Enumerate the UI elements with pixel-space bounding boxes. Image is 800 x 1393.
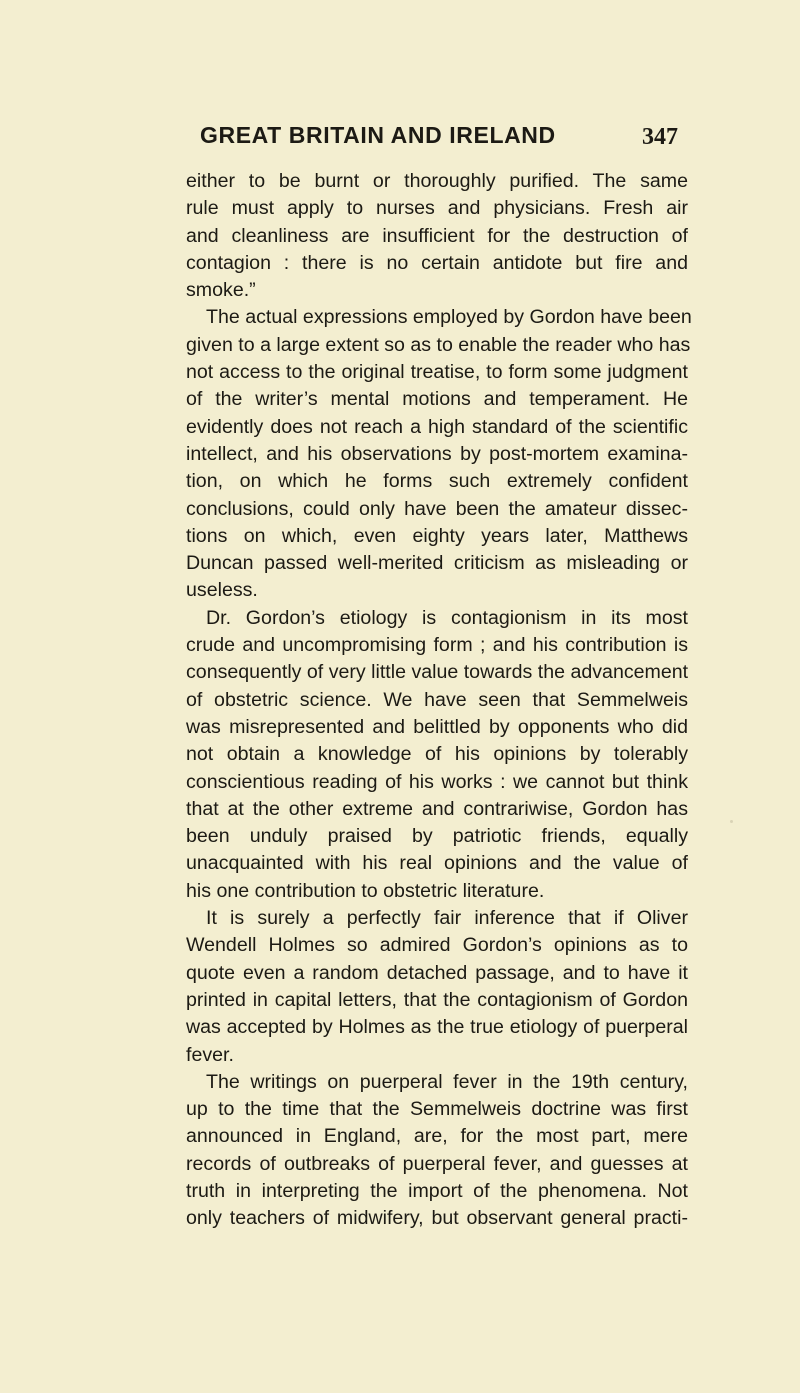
text-line: conclusions, could only have been the amateur dissec- (186, 497, 688, 520)
text-line: rule must apply to nurses and physicians. Fresh air (186, 197, 688, 220)
body-text (186, 168, 692, 1233)
text-line: quote even a random detached passage, and to have it (186, 961, 688, 984)
running-title: GREAT BRITAIN AND IRELAND (200, 122, 556, 148)
text-line: been unduly praised by patriotic friends, equally (186, 825, 688, 848)
text-line: useless. (186, 579, 258, 602)
page-number: 347 (642, 124, 678, 150)
text-line: not access to the original treatise, to form some judgment (186, 361, 688, 384)
text-line: fever. (186, 1043, 234, 1066)
text-line: and cleanliness are insufficient for the destruction of (186, 224, 688, 247)
text-line: conscientious reading of his works : we cannot but think (186, 770, 688, 793)
text-line: crude and uncompromising form ; and his contribution is (186, 634, 688, 657)
text-line: his one contribution to obstetric literature. (186, 879, 545, 902)
text-line: either to be burnt or thoroughly purified. The same (186, 170, 688, 192)
text-line: was accepted by Holmes as the true etiology of puerperal (186, 1016, 688, 1039)
text-line: Dr. Gordon’s etiology is contagionism in its most (206, 606, 688, 629)
text-line: given to a large extent so as to enable the reader who has (186, 333, 691, 356)
text-line: only teachers of midwifery, but observant general practi- (186, 1207, 688, 1230)
text-line: records of outbreaks of puerperal fever, and guesses at (186, 1152, 688, 1175)
text-line: truth in interpreting the import of the phenomena. Not (186, 1179, 688, 1202)
text-line: Wendell Holmes so admired Gordon’s opinions as to (186, 934, 688, 957)
text-line: was misrepresented and belittled by opponents who did (186, 715, 688, 738)
text-line: printed in capital letters, that the contagionism of Gordon (186, 988, 688, 1011)
text-line: smoke.” (186, 279, 256, 302)
text-line: The actual expressions employed by Gordon have been (206, 306, 692, 329)
paper-speck (730, 820, 733, 823)
text-line: up to the time that the Semmelweis doctrine was first (186, 1098, 688, 1121)
text-line: announced in England, are, for the most part, mere (186, 1125, 688, 1148)
text-line: contagion : there is no certain antidote but fire and (186, 251, 688, 274)
text-line: not obtain a knowledge of his opinions by tolerably (186, 743, 688, 766)
text-line: tions on which, even eighty years later, Matthews (186, 524, 688, 547)
text-line: that at the other extreme and contrariwise, Gordon has (186, 797, 688, 820)
text-line: Duncan passed well-merited criticism as misleading or (186, 552, 688, 575)
text-line: It is surely a perfectly fair inference that if Oliver (206, 907, 688, 930)
text-line: tion, on which he forms such extremely confident (186, 470, 688, 493)
text-line: consequently of very little value towards the advancement (186, 661, 689, 684)
text-line: intellect, and his observations by post-mortem examina- (186, 442, 688, 465)
text-line: evidently does not reach a high standard of the scientific (186, 415, 688, 438)
text-line: of the writer’s mental motions and temperament. He (186, 388, 688, 411)
text-line: The writings on puerperal fever in the 19th century, (206, 1070, 688, 1093)
text-line: of obstetric science. We have seen that Semmelweis (186, 688, 688, 711)
text-line: unacquainted with his real opinions and the value of (186, 852, 688, 875)
